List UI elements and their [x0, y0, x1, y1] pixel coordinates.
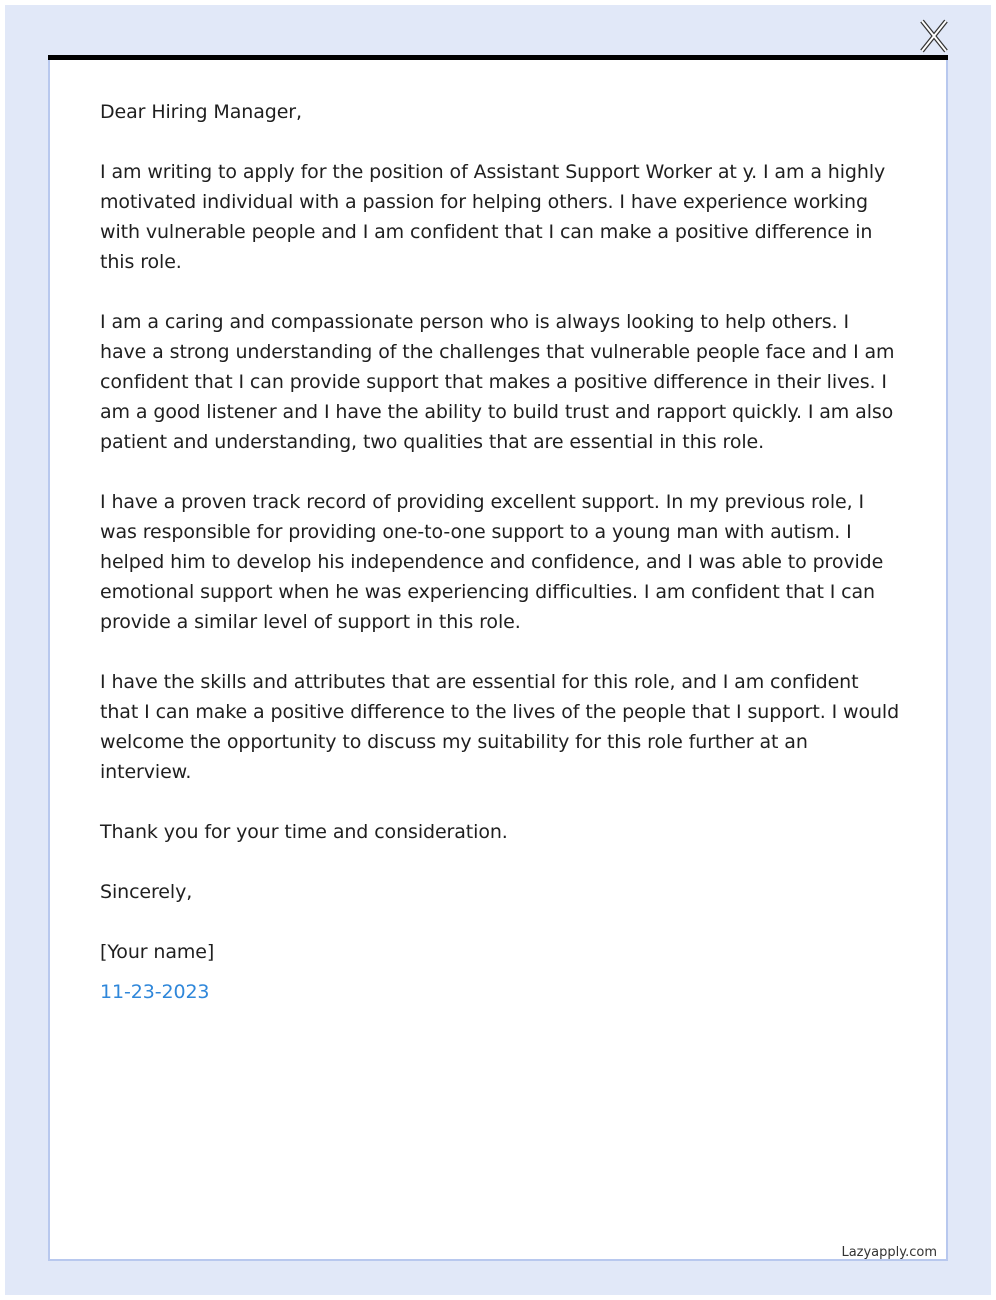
lazyapply-watermark: Lazyapply.com — [841, 1245, 937, 1260]
letter-greeting: Dear Hiring Manager, — [100, 101, 302, 123]
letter-paragraph: I am writing to apply for the position of Assistant Support Worker at y. I am a highly motivated individual with a passion for helping others. I have experience working with vulnerable people and I am confident that I can make a positive difference in this role. — [100, 161, 886, 273]
close-button[interactable] — [918, 18, 950, 54]
letter-paragraph: I am a caring and compassionate person who is always looking to help others. I have a strong understanding of the challenges that vulnerable people face and I am confident that I can provide support that makes a positive difference in their lives. I am a good listener and I have the ability to build trust and rapport quickly. I am also patient and understanding, two qualities that are essential in this role. — [100, 311, 895, 453]
cover-letter-body — [100, 97, 900, 1037]
close-icon — [918, 18, 950, 54]
letter-date: 11-23-2023 — [100, 981, 210, 1003]
letter-paragraph: I have a proven track record of providing excellent support. In my previous role, I was responsible for providing one-to-one support to a young man with autism. I helped him to develop his independence and confidence, and I was able to provide emotional support when he was experiencing difficulties. I am confident that I can provide a similar level of support in this role. — [100, 491, 884, 633]
letter-paragraph: Thank you for your time and consideration. — [100, 821, 508, 843]
letter-signature: [Your name] — [100, 941, 215, 963]
letter-closing: Sincerely, — [100, 881, 193, 903]
letter-paragraph: I have the skills and attributes that are essential for this role, and I am confident that I can make a positive difference to the lives of the people that I support. I would welcome the opportunity to discuss my suitability for this role further at an interview. — [100, 671, 900, 783]
